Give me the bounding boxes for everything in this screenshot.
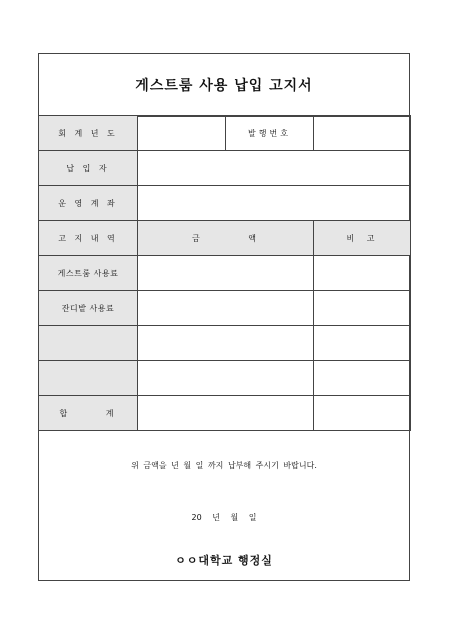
payer-field[interactable] (138, 151, 411, 186)
total-amount[interactable] (138, 396, 314, 431)
total-label: 합 계 (39, 396, 138, 431)
notice-footer (39, 442, 409, 582)
notice-table (38, 115, 411, 431)
account-label: 운 영 계 좌 (39, 186, 138, 221)
lawn-fee-amount[interactable] (138, 291, 314, 326)
row-item-lawn (39, 291, 411, 326)
blank-item-amount[interactable] (138, 361, 314, 396)
blank-item-remarks[interactable] (314, 361, 411, 396)
amount-header: 금 액 (138, 221, 314, 256)
guestroom-fee-amount[interactable] (138, 256, 314, 291)
total-remarks[interactable] (314, 396, 411, 431)
lawn-fee-label: 잔디밭 사용료 (39, 291, 138, 326)
payer-label: 납 입 자 (39, 151, 138, 186)
blank-item-label[interactable] (39, 361, 138, 396)
row-item-blank-2 (39, 361, 411, 396)
guestroom-fee-label: 게스트룸 사용료 (39, 256, 138, 291)
row-item-guestroom (39, 256, 411, 291)
row-account (39, 186, 411, 221)
issue-date: 20 년 월 일 (191, 513, 257, 522)
row-payer (39, 151, 411, 186)
remarks-header: 비 고 (314, 221, 411, 256)
payment-notice-text: 위 금액을 년 월 일 까지 납부해 주시기 바랍니다. (131, 461, 317, 470)
row-header (39, 221, 411, 256)
account-field[interactable] (138, 186, 411, 221)
issuing-office: ㅇㅇ대학교 행정실 (175, 554, 273, 567)
row-item-blank-1 (39, 326, 411, 361)
lawn-fee-remarks[interactable] (314, 291, 411, 326)
row-fiscal-year (39, 116, 411, 151)
issue-number-label: 발행번호 (226, 116, 314, 151)
guestroom-fee-remarks[interactable] (314, 256, 411, 291)
payment-notice-form (38, 53, 410, 581)
form-title: 게스트룸 사용 납입 고지서 (39, 54, 409, 117)
fiscal-year-label: 회 계 년 도 (39, 116, 138, 151)
blank-item-amount[interactable] (138, 326, 314, 361)
row-total (39, 396, 411, 431)
issue-number-field[interactable] (314, 116, 411, 151)
fiscal-year-field[interactable] (138, 116, 226, 151)
detail-header: 고 지 내 역 (39, 221, 138, 256)
blank-item-remarks[interactable] (314, 326, 411, 361)
blank-item-label[interactable] (39, 326, 138, 361)
